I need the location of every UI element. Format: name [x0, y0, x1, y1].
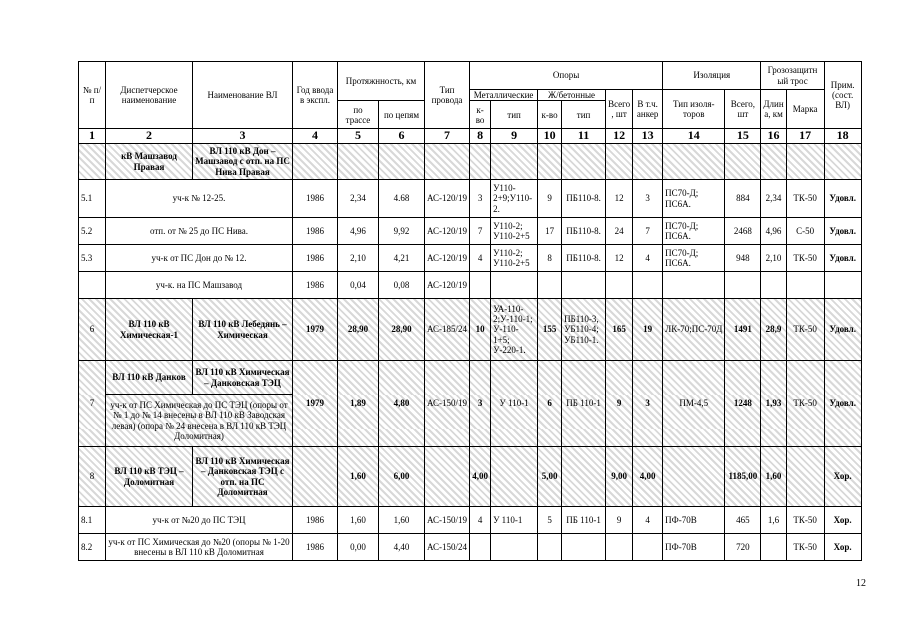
row-no: 6: [79, 299, 106, 361]
row-total: 12: [606, 180, 633, 218]
row-note: Удовл.: [824, 218, 861, 245]
row-length-route: 2,34: [338, 180, 379, 218]
row-year: 1979: [293, 361, 338, 447]
header-insulator-type: Тип изоля-торов: [663, 90, 725, 129]
row-length-route: 1,60: [338, 507, 379, 534]
row-year: 1986: [293, 218, 338, 245]
header-concrete: Ж/бетонные: [538, 90, 606, 101]
row-insulator-type: ПС70-Д; ПС6А.: [663, 218, 725, 245]
col-number: 1: [79, 129, 106, 144]
row-concrete-type: ПБ110-8.: [562, 245, 606, 272]
row-gw-brand: ТК-50: [786, 534, 824, 561]
col-number: 14: [663, 129, 725, 144]
row-length-chains: 9,92: [379, 218, 425, 245]
row-section: уч-к от ПС Химическая до ПС ТЭЦ (опоры от № 1 до № 14 внесены в ВЛ 110 кВ Заводская левая) (опора № 24 внесена в ВЛ 110 кВ ТЭЦ Доломитная): [106, 395, 293, 447]
row-metal-qty: 4,00: [470, 447, 491, 507]
table-row: [79, 245, 862, 272]
row-gw-brand: ТК-50: [786, 507, 824, 534]
row-total: 9,00: [606, 447, 633, 507]
col-number: 9: [491, 129, 538, 144]
header-supports: Опоры: [470, 62, 663, 90]
row-length-chains: 28,90: [379, 299, 425, 361]
row-length-chains: 1,60: [379, 507, 425, 534]
header-metal-qty: к-во: [470, 101, 491, 129]
row-length-chains: 4,80: [379, 361, 425, 447]
row-concrete-qty: 5: [538, 507, 562, 534]
row-metal-qty: 3: [470, 180, 491, 218]
row-dispatch: ВЛ 110 кВ ТЭЦ – Доломитная: [106, 447, 193, 507]
column-number-row: [79, 129, 862, 144]
table-row: [79, 218, 862, 245]
row-no: 5.3: [79, 245, 106, 272]
row-gw-length: 2,10: [761, 245, 786, 272]
table-row: [79, 534, 862, 561]
header-wire-type: Тип провода: [425, 62, 470, 129]
row-insulator-total: 1248: [725, 361, 761, 447]
header-row-1: [79, 62, 862, 90]
row-no: 5.1: [79, 180, 106, 218]
row-gw-length: 1,60: [761, 447, 786, 507]
row-section: уч-к № 12-25.: [106, 180, 293, 218]
row-year: 1986: [293, 180, 338, 218]
col-number: 7: [425, 129, 470, 144]
row-gw-brand: ТК-50: [786, 299, 824, 361]
header-metal-type: тип: [491, 101, 538, 129]
header-length: Протяжнность, км: [338, 62, 425, 101]
row-metal-type: У110-2; У110-2+5: [491, 245, 538, 272]
header-gw-length: Длин а, км: [761, 90, 786, 129]
row-insulator-total: 720: [725, 534, 761, 561]
row-note: Удовл.: [824, 245, 861, 272]
row-concrete-qty: 155: [538, 299, 562, 361]
row-year: 1986: [293, 272, 338, 299]
row-metal-qty: 10: [470, 299, 491, 361]
row-concrete-type: ПБ110-8.: [562, 180, 606, 218]
row-section: отп. от № 25 до ПС Нива.: [106, 218, 293, 245]
row-length-route: 4,96: [338, 218, 379, 245]
row-dispatch: ВЛ 110 кВ Данков: [106, 361, 193, 395]
row-anchor: 3: [633, 361, 663, 447]
row-year: 1979: [293, 299, 338, 361]
row-insulator-total: 1185,00: [725, 447, 761, 507]
table-row: [79, 180, 862, 218]
row-metal-qty: 3: [470, 361, 491, 447]
row-length-route: 1,89: [338, 361, 379, 447]
row-gw-length: 1,93: [761, 361, 786, 447]
row-metal-type: [491, 447, 538, 507]
row-concrete-qty: 5,00: [538, 447, 562, 507]
row-insulator-type: ПФ-70В: [663, 534, 725, 561]
row-concrete-qty: 9: [538, 180, 562, 218]
row-length-chains: 4.68: [379, 180, 425, 218]
row-insulator-type: ПФ-70В: [663, 507, 725, 534]
col-number: 5: [338, 129, 379, 144]
row-length-route: 28,90: [338, 299, 379, 361]
row-insulator-total: 1491: [725, 299, 761, 361]
row-length-chains: 4,40: [379, 534, 425, 561]
row-concrete-qty: 17: [538, 218, 562, 245]
row-no: [79, 272, 106, 299]
row-concrete-type: ПБ 110-1: [562, 361, 606, 447]
row-dispatch: кВ Машзавод Правая: [106, 144, 193, 180]
row-insulator-type: [663, 447, 725, 507]
row-total: 24: [606, 218, 633, 245]
header-concrete-type: тип: [562, 101, 606, 129]
row-concrete-type: ПБ110-8.: [562, 218, 606, 245]
row-line-name: ВЛ 110 кВ Химическая – Данковская ТЭЦ: [193, 361, 293, 395]
header-line-name: Наименование ВЛ: [193, 62, 293, 129]
row-metal-type: УА-110-2;У-110-1; У-110-1+5; У-220-1.: [491, 299, 538, 361]
col-number: 17: [786, 129, 824, 144]
row-anchor: 3: [633, 180, 663, 218]
row-dispatch: ВЛ 110 кВ Химическая-1: [106, 299, 193, 361]
row-anchor: 4: [633, 507, 663, 534]
row-note: Удовл.: [824, 361, 861, 447]
row-gw-length: 2,34: [761, 180, 786, 218]
row-wire-type: АС-120/19: [425, 218, 470, 245]
col-number: 3: [193, 129, 293, 144]
col-number: 2: [106, 129, 193, 144]
row-gw-length: 1,6: [761, 507, 786, 534]
row-gw-brand: ТК-50: [786, 180, 824, 218]
row-length-chains: 4,21: [379, 245, 425, 272]
row-total: 12: [606, 245, 633, 272]
row-insulator-total: 884: [725, 180, 761, 218]
row-gw-length: 4,96: [761, 218, 786, 245]
row-insulator-total: 465: [725, 507, 761, 534]
row-total: 9: [606, 507, 633, 534]
row-note: Удовл.: [824, 299, 861, 361]
row-note: Хор.: [824, 507, 861, 534]
header-dispatch-name: Диспетчерское наименование: [106, 62, 193, 129]
row-year: 1986: [293, 534, 338, 561]
row-section: уч-к от ПС Дон до № 12.: [106, 245, 293, 272]
row-anchor: 4,00: [633, 447, 663, 507]
row-anchor: 4: [633, 245, 663, 272]
row-concrete-qty: 6: [538, 361, 562, 447]
row-insulator-total: 2468: [725, 218, 761, 245]
table-row: [79, 272, 862, 299]
row-wire-type: АС-120/19: [425, 180, 470, 218]
header-concrete-qty: к-во: [538, 101, 562, 129]
row-note: Удовл.: [824, 180, 861, 218]
row-gw-length: 28,9: [761, 299, 786, 361]
row-gw-brand: [786, 447, 824, 507]
row-gw-brand: ТК-50: [786, 361, 824, 447]
header-insulator-total: Всего, шт: [725, 90, 761, 129]
row-wire-type: [425, 447, 470, 507]
row-insulator-total: 948: [725, 245, 761, 272]
power-lines-table: [78, 61, 862, 561]
col-number: 15: [725, 129, 761, 144]
col-number: 6: [379, 129, 425, 144]
col-number: 10: [538, 129, 562, 144]
row-metal-type: У110-2; У110-2+5: [491, 218, 538, 245]
header-insulation: Изоляция: [663, 62, 761, 90]
header-gw-brand: Марка: [786, 90, 824, 129]
row-wire-type: АС-150/24: [425, 534, 470, 561]
row-length-route: 2,10: [338, 245, 379, 272]
row-metal-qty: 4: [470, 507, 491, 534]
header-ground-wire: Грозозащитн ый трос: [761, 62, 824, 90]
row-no: [79, 144, 106, 180]
col-number: 12: [606, 129, 633, 144]
row-total: 9: [606, 361, 633, 447]
row-concrete-type: [562, 447, 606, 507]
row-gw-brand: ТК-50: [786, 245, 824, 272]
row-line-name: ВЛ 110 кВ Химическая – Данковская ТЭЦ с отп. на ПС Доломитная: [193, 447, 293, 507]
header-length-chains: по цепям: [379, 101, 425, 129]
row-note: Хор.: [824, 447, 861, 507]
row-anchor: 19: [633, 299, 663, 361]
row-concrete-type: ПБ110-3, УБ110-4; УБ110-1.: [562, 299, 606, 361]
row-wire-type: АС-120/19: [425, 272, 470, 299]
row-section: уч-к. на ПС Машзавод: [106, 272, 293, 299]
row-no: 8.2: [79, 534, 106, 561]
row-metal-type: У 110-1: [491, 361, 538, 447]
header-note: Прим. (сост. ВЛ): [824, 62, 861, 129]
col-number: 16: [761, 129, 786, 144]
row-no: 8.1: [79, 507, 106, 534]
row-line-name: ВЛ 110 кВ Лебедянь – Химическая: [193, 299, 293, 361]
col-number: 11: [562, 129, 606, 144]
header-metal: Металлические: [470, 90, 538, 101]
row-wire-type: АС-150/19: [425, 361, 470, 447]
row-total: 165: [606, 299, 633, 361]
row-length-route: 0,04: [338, 272, 379, 299]
row-concrete-type: ПБ 110-1: [562, 507, 606, 534]
row-no: 5.2: [79, 218, 106, 245]
row-year: 1986: [293, 507, 338, 534]
row-no: 7: [79, 361, 106, 447]
row-line-name: ВЛ 110 кВ Дон – Машзавод с отп. на ПС Нива Правая: [193, 144, 293, 180]
row-length-route: 0,00: [338, 534, 379, 561]
row-wire-type: АС-120/19: [425, 245, 470, 272]
row-concrete-qty: 8: [538, 245, 562, 272]
header-anchor: В т.ч. анкер: [633, 90, 663, 129]
col-number: 8: [470, 129, 491, 144]
row-insulator-type: ЛК-70;ПС-70Д: [663, 299, 725, 361]
row-length-chains: 0,08: [379, 272, 425, 299]
col-number: 4: [293, 129, 338, 144]
row-metal-type: У 110-1: [491, 507, 538, 534]
row-length-chains: 6,00: [379, 447, 425, 507]
row-no: 8: [79, 447, 106, 507]
row-wire-type: АС-150/19: [425, 507, 470, 534]
table-row: [79, 144, 862, 180]
row-length-route: 1,60: [338, 447, 379, 507]
table-row: [79, 507, 862, 534]
page-number: 12: [856, 578, 866, 589]
table-row: [79, 361, 862, 395]
col-number: 13: [633, 129, 663, 144]
row-insulator-type: ПМ-4,5: [663, 361, 725, 447]
table-row: [79, 447, 862, 507]
table-row: [79, 299, 862, 361]
row-section: уч-к от ПС Химическая до №20 (опоры № 1-20 внесены в ВЛ 110 кВ Доломитная: [106, 534, 293, 561]
row-metal-qty: 7: [470, 218, 491, 245]
header-length-route: по трассе: [338, 101, 379, 129]
row-year: 1986: [293, 245, 338, 272]
header-year: Год ввода в экспл.: [293, 62, 338, 129]
row-metal-type: У110-2+9;У110-2.: [491, 180, 538, 218]
row-note: Хор.: [824, 534, 861, 561]
row-insulator-type: ПС70-Д; ПС6А.: [663, 245, 725, 272]
row-section: уч-к от №20 до ПС ТЭЦ: [106, 507, 293, 534]
row-wire-type: АС-185/24: [425, 299, 470, 361]
row-anchor: 7: [633, 218, 663, 245]
row-year: [293, 447, 338, 507]
col-number: 18: [824, 129, 861, 144]
header-no: № п/п: [79, 62, 106, 129]
row-gw-brand: С-50: [786, 218, 824, 245]
header-total-pcs: Всего , шт: [606, 90, 633, 129]
row-insulator-type: ПС70-Д; ПС6А.: [663, 180, 725, 218]
row-metal-qty: 4: [470, 245, 491, 272]
